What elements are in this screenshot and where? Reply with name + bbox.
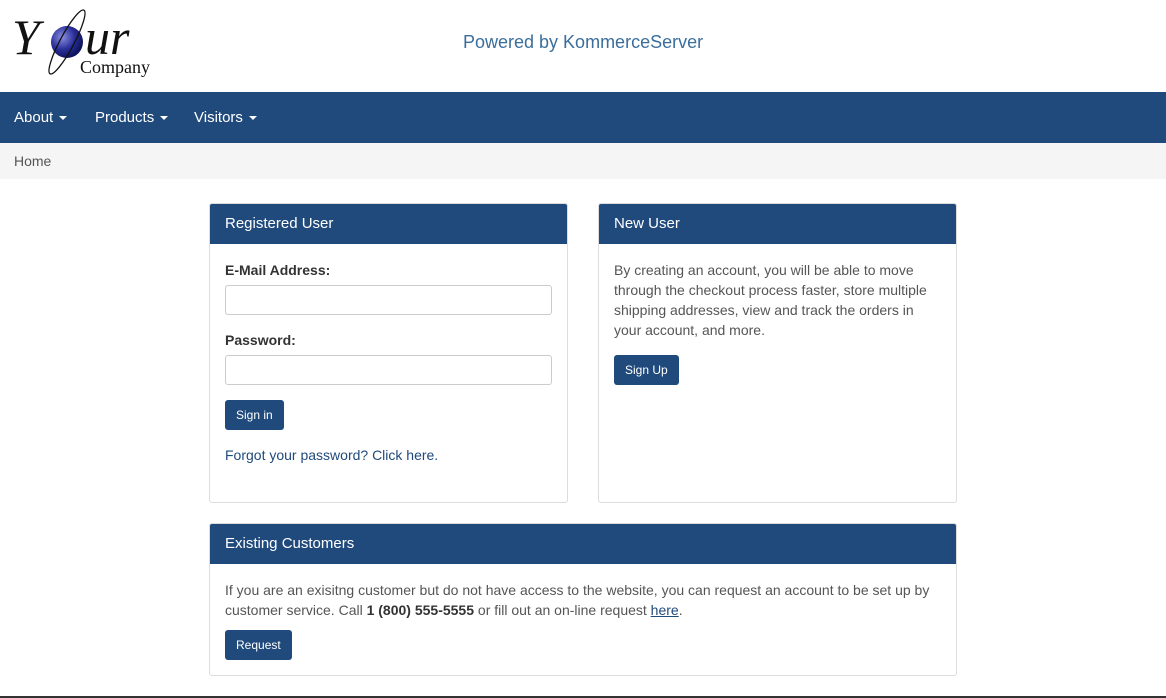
existing-text-after: . — [678, 602, 683, 618]
existing-text-before: If you are an exisitng customer but do not have access to the website, you can request an account to be set up by customer service. Call — [225, 582, 930, 618]
existing-text-middle: or fill out an on-line request — [474, 602, 651, 618]
nav-item-products[interactable] — [95, 92, 168, 143]
sign-in-button[interactable]: Sign in — [225, 400, 284, 430]
email-field[interactable] — [225, 285, 552, 315]
existing-customers-panel — [209, 523, 957, 676]
logo-text-ur: ur — [85, 9, 130, 65]
nav-item-label: Products — [95, 109, 155, 126]
logo-globe-icon — [51, 26, 83, 58]
password-field[interactable] — [225, 355, 552, 385]
nav-item-about[interactable] — [14, 92, 67, 143]
nav-item-visitors[interactable] — [194, 92, 257, 143]
breadcrumb — [0, 143, 1166, 179]
phone-number: 1 (800) 555-5555 — [366, 602, 475, 618]
registered-user-panel — [209, 203, 568, 503]
nav-item-label: About — [14, 109, 54, 126]
logo-company-text: Company — [80, 57, 150, 77]
caret-down-icon — [249, 116, 257, 120]
new-user-description: By creating an account, you will be able to move through the checkout process faster, store multiple shipping addresses, view and track the orders in your account, and more. — [614, 262, 927, 338]
panel-title: Registered User — [210, 204, 567, 244]
caret-down-icon — [59, 116, 67, 120]
breadcrumb-home[interactable]: Home — [14, 153, 52, 169]
panel-title: New User — [599, 204, 956, 244]
request-button[interactable]: Request — [225, 630, 292, 660]
password-label: Password: — [225, 332, 296, 348]
sign-up-button[interactable]: Sign Up — [614, 355, 679, 385]
powered-by-text: Powered by KommerceServer — [463, 32, 704, 52]
forgot-password-link[interactable]: Forgot your password? Click here. — [225, 447, 439, 463]
logo-graphic — [12, 4, 162, 80]
site-header — [0, 0, 1166, 92]
main-navbar — [0, 92, 1166, 143]
existing-customers-text — [225, 580, 945, 620]
company-logo[interactable] — [12, 4, 162, 80]
request-here-link[interactable]: here — [650, 602, 679, 618]
caret-down-icon — [160, 116, 168, 120]
new-user-panel — [598, 203, 957, 503]
panel-title: Existing Customers — [210, 524, 956, 564]
email-label: E-Mail Address: — [225, 262, 331, 278]
logo-text-y: Y — [12, 9, 40, 65]
nav-item-label: Visitors — [194, 109, 243, 126]
